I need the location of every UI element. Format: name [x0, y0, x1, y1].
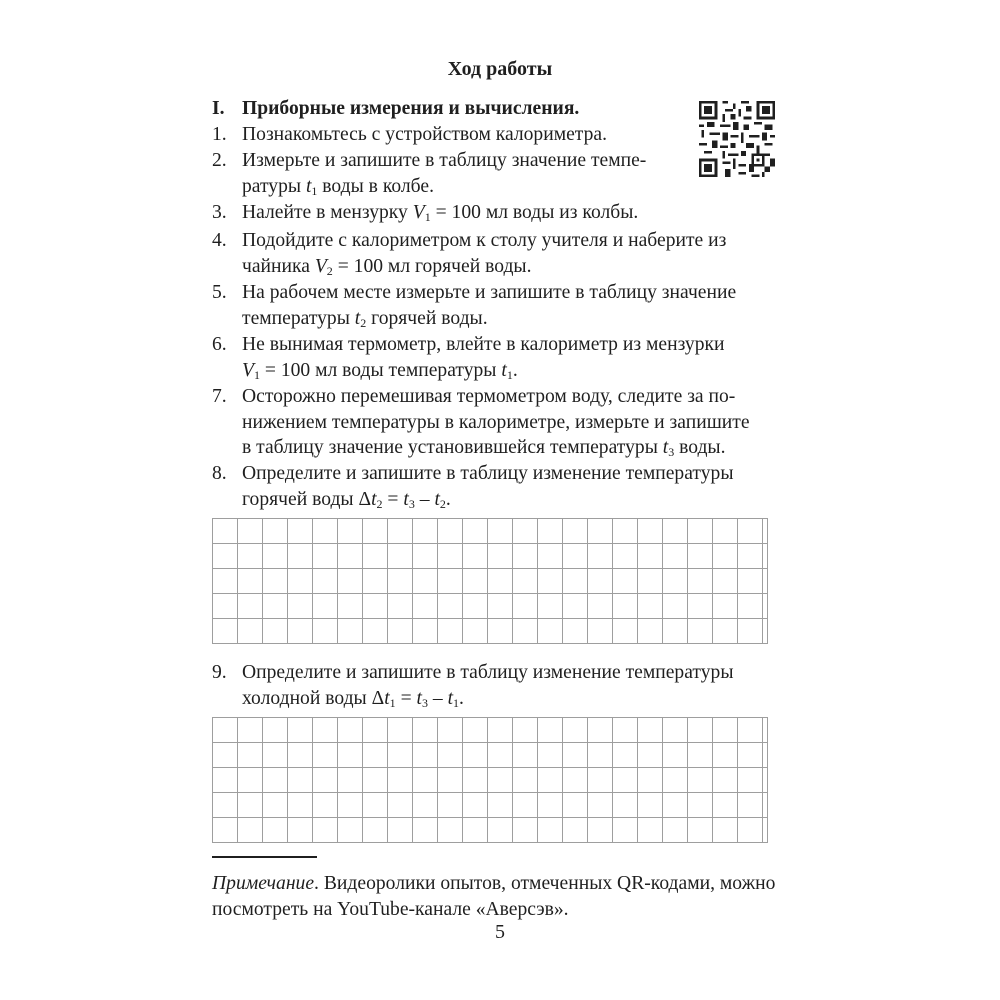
- item-text: Определите и запишите в таблицу изменение температуры холодной воды $\Delta t_1 = t_3 - t_1$.: [242, 662, 734, 710]
- item-text: Подойдите с калориметром к столу учителя и наберите из чайника $V_2 = 100$ мл горячей воды.: [242, 230, 727, 278]
- item-number: 6.: [212, 334, 227, 355]
- page-heading: Ход работы: [447, 58, 553, 80]
- footnote-label: Примечание: [212, 873, 315, 894]
- item-number: 3.: [212, 202, 227, 223]
- footnote-divider: [212, 856, 317, 858]
- item-number: 7.: [212, 386, 227, 407]
- answer-grid[interactable]: [212, 518, 768, 644]
- item-text: Осторожно перемешивая термометром воду, следите за по- нижением температуры в калориметре, измерьте и запишите в таблицу значение установившейся температуры $t_3$ воды.: [242, 386, 750, 459]
- section-title: Приборные измерения и вычисления.: [242, 98, 580, 119]
- item-number: 2.: [212, 150, 227, 171]
- section-number: I.: [212, 98, 225, 119]
- item-text: Измерьте и запишите в таблицу значение темпе- ратуры $t_1$ воды в колбе.: [242, 150, 647, 198]
- item-number: 1.: [212, 124, 227, 145]
- item-text: Определите и запишите в таблицу изменение температуры горячей воды $\Delta t_2 = t_3 - t_2$.: [242, 463, 734, 511]
- page-number: 5: [495, 921, 505, 943]
- item-text: Налейте в мензурку $V_1 = 100$ мл воды из колбы.: [242, 202, 639, 224]
- footnote: [212, 871, 792, 923]
- item-number: 4.: [212, 230, 227, 251]
- item-text: Познакомьтесь с устройством калориметра.: [242, 124, 607, 145]
- item-number: 8.: [212, 463, 227, 484]
- footnote-text: . Видеоролики опытов, отмеченных QR-кодами, можно посмотреть на YouTube-канале «Аверсэв».: [212, 873, 776, 920]
- item-text: Не вынимая термометр, влейте в калориметр из мензурки $V_1 = 100$ мл воды температуры $t_1$.: [242, 334, 725, 382]
- item-number: 5.: [212, 282, 227, 303]
- answer-grid[interactable]: [212, 717, 768, 843]
- item-text: На рабочем месте измерьте и запишите в таблицу значение температуры $t_2$ горячей воды.: [242, 282, 737, 330]
- item-number: 9.: [212, 662, 227, 683]
